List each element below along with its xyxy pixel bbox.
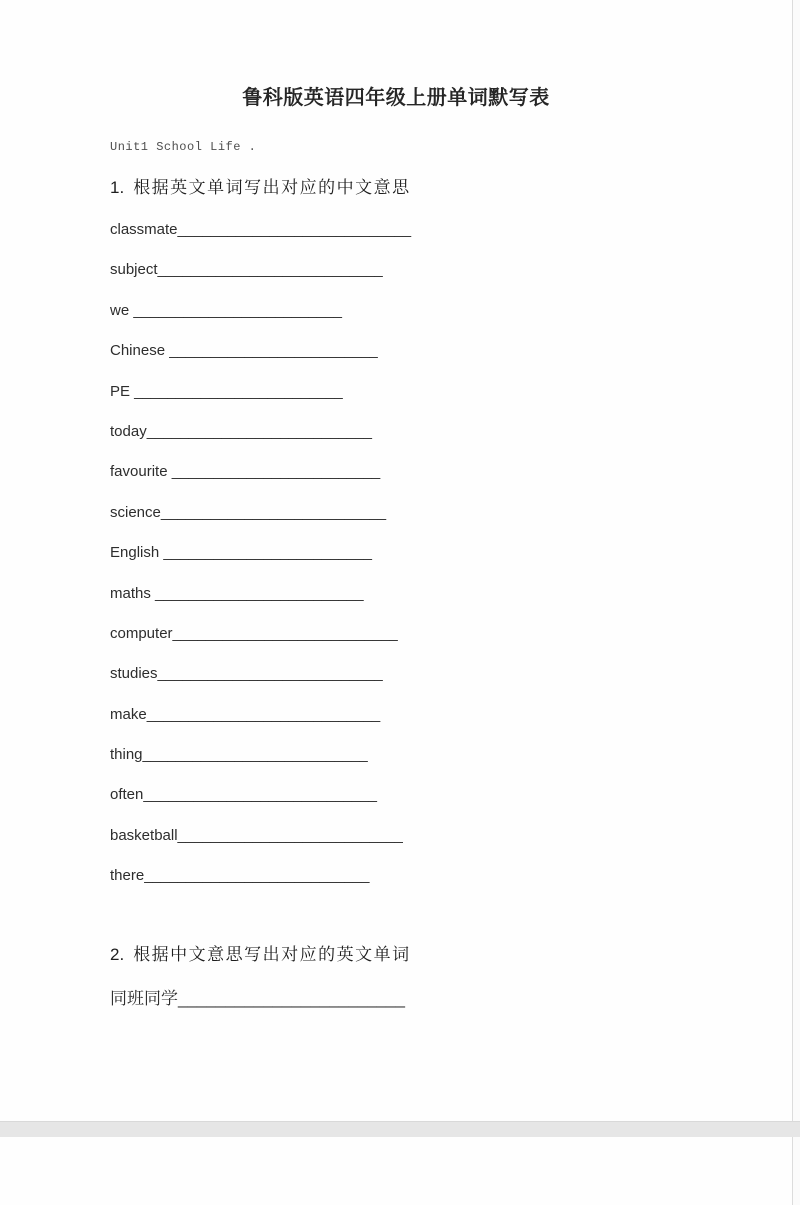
answer-blank: _________________________ [150, 584, 364, 602]
section1-heading [110, 177, 792, 199]
word-row [110, 785, 792, 804]
word-label: classmate [110, 221, 178, 238]
word-row [110, 301, 792, 320]
answer-blank: ____________________________ [177, 221, 412, 238]
word-row [110, 462, 792, 481]
word-label: thing [110, 746, 143, 764]
section2-heading-text: 根据中文意思写出对应的英文单词 [133, 945, 411, 965]
answer-blank: ___________________________ [160, 503, 387, 521]
word-label: computer [110, 624, 173, 642]
word-row [110, 826, 792, 845]
section2-heading [110, 944, 792, 966]
word-row [110, 543, 792, 562]
word-row [110, 422, 792, 441]
word-label: studies [110, 665, 158, 683]
word-row [110, 260, 792, 279]
section1-number: 1. [110, 178, 125, 197]
word-label: science [110, 503, 161, 521]
section1-word-list [110, 220, 792, 885]
word-row [110, 584, 792, 603]
answer-blank: ___________________________ [157, 261, 383, 279]
word-row [110, 220, 792, 239]
word-row [110, 705, 792, 724]
word-row [110, 988, 792, 1010]
answer-blank: _________________________ [129, 301, 342, 319]
word-label: maths [110, 584, 151, 602]
answer-blank: ___________________________ [146, 422, 372, 440]
unit-label: Unit1 School Life . [110, 140, 257, 154]
word-row [110, 664, 792, 683]
word-label: make [110, 705, 147, 723]
section2-word-list [110, 988, 792, 1010]
word-label: Chinese [110, 342, 166, 360]
word-label: often [110, 786, 144, 804]
word-label: PE [110, 382, 131, 400]
word-row [110, 382, 792, 401]
word-label: subject [110, 261, 158, 279]
word-label: English [110, 544, 160, 562]
answer-blank: _________________________ [130, 382, 343, 400]
answer-blank: ___________________________ [177, 826, 403, 844]
word-row [110, 503, 792, 522]
answer-blank: _________________________ [165, 342, 378, 360]
word-label: we [110, 301, 130, 319]
word-label: there [110, 867, 145, 885]
answer-blank: ___________________________ [172, 624, 398, 642]
viewer-bottom-bar [0, 1121, 800, 1137]
answer-blank: ____________________________ [143, 786, 377, 804]
page-title: 鲁科版英语四年级上册单词默写表 [242, 87, 550, 109]
word-label: favourite [110, 463, 168, 481]
answer-blank: ____________________________ [146, 705, 381, 723]
word-row [110, 341, 792, 360]
answer-blank: ___________________________ [142, 746, 368, 764]
word-row [110, 745, 792, 764]
answer-blank: ___________________________ [144, 867, 370, 885]
word-label: today [110, 422, 147, 440]
answer-blank: ___________________________ [157, 665, 383, 683]
word-row [110, 866, 792, 885]
word-label: basketball [110, 826, 178, 844]
answer-blank: ________________________ [178, 989, 405, 1009]
section1-heading-text: 根据英文单词写出对应的中文意思 [133, 178, 411, 197]
answer-blank: _________________________ [159, 544, 372, 562]
page-content [110, 139, 792, 1010]
answer-blank: _________________________ [167, 463, 381, 481]
word-label: 同班同学 [110, 989, 178, 1009]
word-row [110, 624, 792, 643]
section2-number: 2. [110, 945, 125, 965]
